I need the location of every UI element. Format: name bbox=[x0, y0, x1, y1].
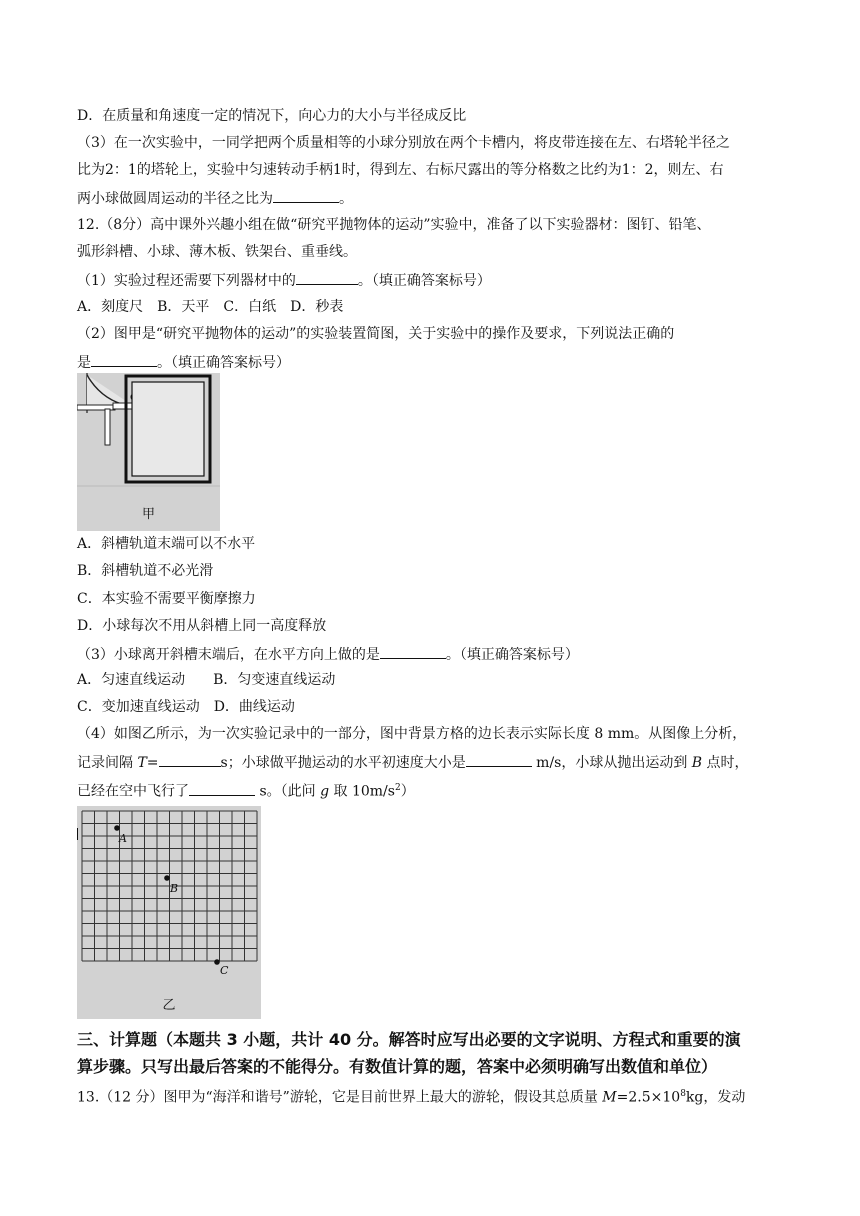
point-a-label: A bbox=[119, 832, 127, 845]
q12-part4-line2: 记录间隔 T= s；小球做平抛运动的水平初速度大小是 m/s，小球从抛出运动到 B 点时， bbox=[77, 751, 749, 773]
q12-part2-line2: 是 。（填正确答案标号） bbox=[77, 351, 290, 373]
q12-part3-options-1: A．匀速直线运动 B．匀变速直线运动 bbox=[77, 672, 336, 688]
answer-blank bbox=[159, 751, 221, 767]
answer-blank bbox=[466, 751, 532, 767]
q11-part3-line1: （3）在一次实验中，一同学把两个质量相等的小球分别放在两个卡槽内，将皮带连接在左、右塔轮半径之 bbox=[77, 135, 730, 151]
section-3-title-line1: 三、计算题（本题共 3 小题，共计 40 分。解答时应写出必要的文字说明、方程式和重要的演 bbox=[77, 1030, 741, 1049]
option-d-line: D．在质量和角速度一定的情况下，向心力的大小与半径成反比 bbox=[77, 108, 467, 124]
q12-part4-line1: （4）如图乙所示，为一次实验记录中的一部分，图中背景方格的边长表示实际长度 8 mm。从图像上分析， bbox=[77, 726, 747, 742]
figure-yi-caption: 乙 bbox=[162, 998, 176, 1013]
q11-part3-line2: 比为2：1的塔轮上，实验中匀速转动手柄1时，得到左、右标尺露出的等分格数之比约为1：2，则左、右 bbox=[77, 162, 724, 178]
q12-stem-line1: 12.（8分）高中课外兴趣小组在做“研究平抛物体的运动”实验中，准备了以下实验器材：图钉、铅笔、 bbox=[77, 217, 711, 233]
q12-part2-option-b: B．斜槽轨道不必光滑 bbox=[77, 563, 214, 579]
figure-jia-caption: 甲 bbox=[141, 507, 155, 522]
point-c-label: C bbox=[220, 964, 229, 977]
point-a-dot bbox=[114, 825, 120, 831]
q12-part2-line1: （2）图甲是“研究平抛物体的运动”的实验装置简图，关于实验中的操作及要求，下列说法正确的 bbox=[77, 326, 675, 342]
q12-part3-options-2: C．变加速直线运动 D．曲线运动 bbox=[77, 699, 295, 715]
section-3-title-line2: 算步骤。只写出最后答案的不能得分。有数值计算的题，答案中必须明确写出数值和单位） bbox=[77, 1057, 718, 1076]
q13-stem-line1: 13.（12 分）图甲为“海洋和谐号”游轮，它是目前世界上最大的游轮，假设其总质量 $M=2.5\times 10^8kg$，发动 bbox=[77, 1089, 746, 1106]
q12-part4-line3: 已经在空中飞行了 s。（此问 g 取 $10m/s^2$） bbox=[77, 778, 415, 802]
point-b-dot bbox=[164, 875, 170, 881]
q12-stem-line2: 弧形斜槽、小球、薄木板、铁架台、重垂线。 bbox=[77, 244, 357, 260]
figure-yi bbox=[77, 806, 261, 1019]
grid-diagram bbox=[77, 806, 261, 1019]
q11-part3-line3: 两小球做圆周运动的半径之比为 。 bbox=[77, 187, 353, 209]
answer-blank bbox=[380, 643, 446, 659]
q12-part2-option-a: A．斜槽轨道末端可以不水平 bbox=[77, 536, 256, 552]
answer-blank bbox=[296, 269, 358, 285]
q12-part2-option-c: C．本实验不需要平衡摩擦力 bbox=[77, 591, 256, 607]
q12-part1-line: （1）实验过程还需要下列器材中的 。（填正确答案标号） bbox=[77, 269, 491, 291]
q12-part1-options: A．刻度尺 B．天平 C．白纸 D．秒表 bbox=[77, 299, 344, 315]
q12-part2-option-d: D．小球每次不用从斜槽上同一高度释放 bbox=[77, 618, 327, 634]
answer-blank bbox=[273, 187, 339, 203]
point-c-dot bbox=[214, 959, 220, 965]
q12-part3-line: （3）小球离开斜槽末端后，在水平方向上做的是 。（填正确答案标号） bbox=[77, 643, 579, 665]
figure-jia bbox=[77, 373, 220, 531]
answer-blank bbox=[189, 780, 255, 796]
answer-blank bbox=[91, 351, 157, 367]
point-b-label: B bbox=[170, 882, 179, 895]
